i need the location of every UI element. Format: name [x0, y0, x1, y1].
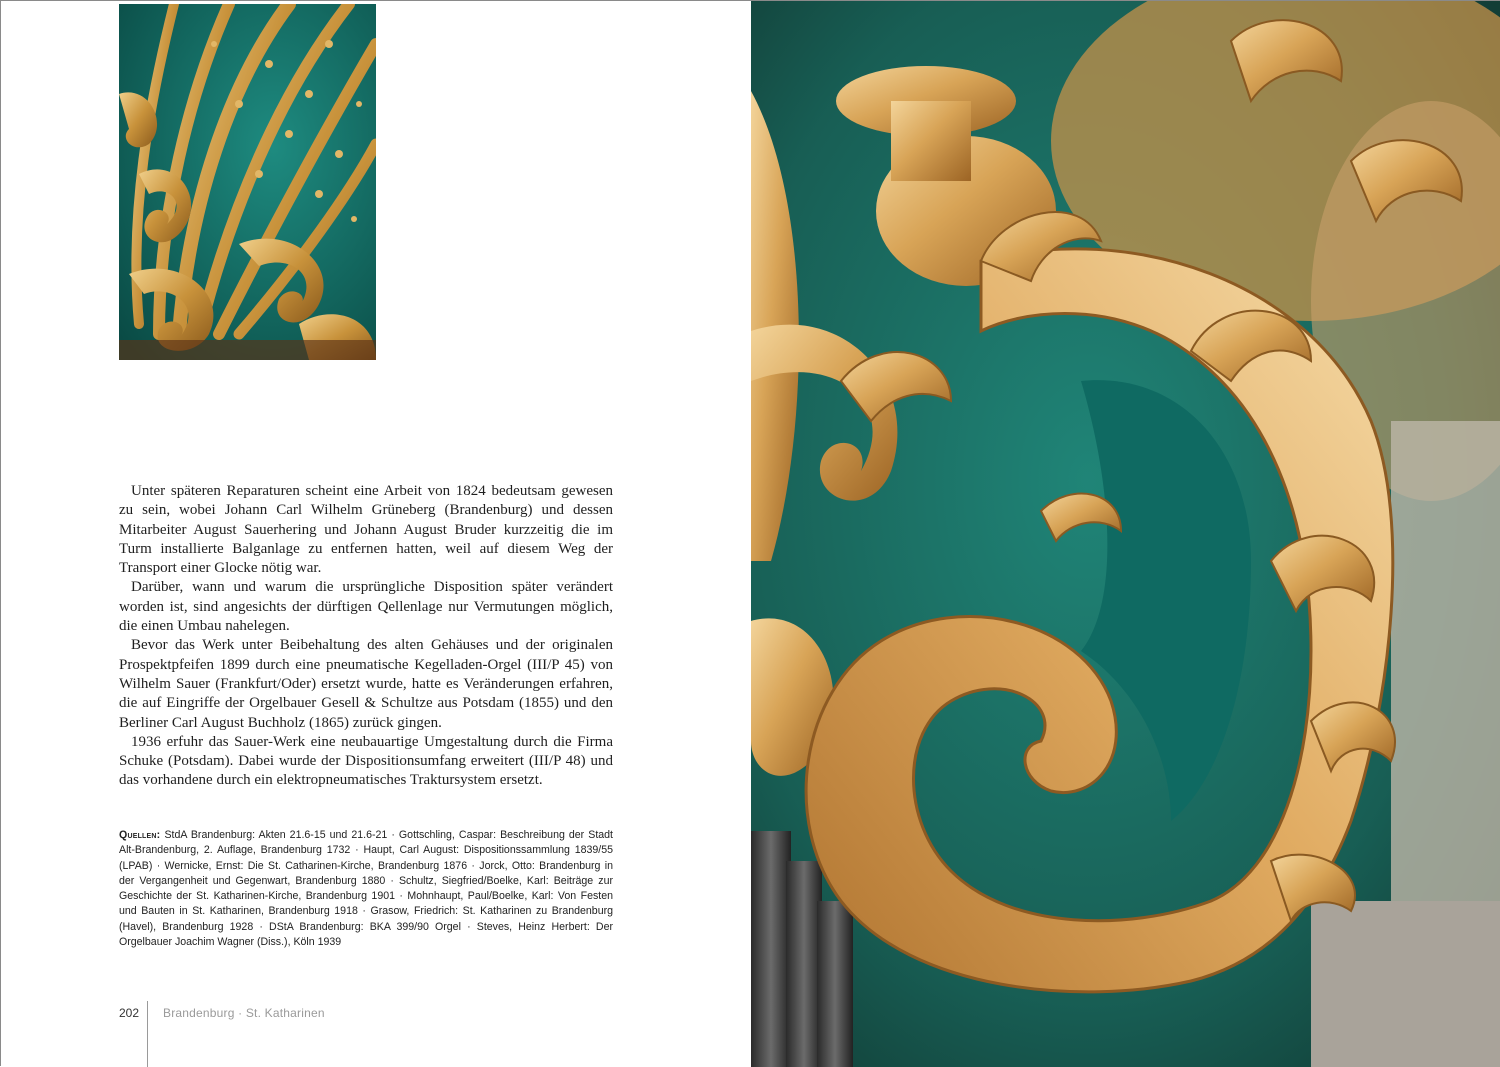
paragraph: Darüber, wann und warum die ursprüngliche Disposition später verändert worden ist, sind angesichts der dürftigen Qellenlage nur Vermutungen möglich, die einen Umbau nahelegen. — [119, 579, 613, 635]
paragraph: Bevor das Werk unter Beibehaltung des alten Gehäuses und der originalen Prospektpfeifen 1899 durch eine pneumatische Kegelladen-Orgel (III/P 45) von Wilhelm Sauer (Frankfurt/Oder) ersetzt wurde, hatte es Veränderungen erfahren, die auf Eingriffe der Orgelbauer Gesell & Schultze aus Potsdam (1855) und den Berliner Carl August Buchholz (1865) zurück gingen. — [119, 637, 613, 731]
paragraph: Unter späteren Reparaturen scheint eine Arbeit von 1824 bedeutsam gewesen zu sein, wobei Johann Carl Wilhelm Grüneberg (Brandenburg) und dessen Mitarbeiter August Sauerhering und Johann August Bruder kurzzeitig die im Turm installierte Balganlage zu entfernen hatten, weil auf diesem Weg der Transport einer Glocke nötig war. — [119, 483, 613, 577]
ornament-photo-large — [751, 1, 1500, 1067]
sources-text: StdA Brandenburg: Akten 21.6-15 und 21.6-21 · Gottschling, Caspar: Beschreibung der Stadt Alt-Brandenburg, 2. Auflage, Brandenburg 1732 · Haupt, Carl August: Dispositionssammlung 1839/55 (LPAB) · Wernicke, Ernst: Die St. Catharinen-Kirche, Brandenburg 1876 · Jorck, Otto: Brandenburg in der Vergangenheit und Gegenwart, Brandenburg 1880 · Schultz, Siegfried/Boelke, Karl: Beiträge zur Geschichte der St. Katharinen-Kirche, Brandenburg 1901 · Mohnhaupt, Paul/Boelke, Karl: Von Festen und Bauten in St. Katharinen, Brandenburg 1918 · Grasow, Friedrich: St. Katharinen zu Brandenburg (Havel), Brandenburg 1928 · DStA Brandenburg: BKA 399/90 Orgel · Steves, Heinz Herbert: Der Orgelbauer Joachim Wagner (Diss.), Köln 1939 — [119, 829, 613, 949]
footer-divider — [147, 1001, 148, 1067]
paragraph: 1936 erfuhr das Sauer-Werk eine neubauartige Umgestaltung durch die Firma Schuke (Potsdam). Dabei wurde der Dispositionsumfang erweitert (III/P 48) und das vorhandene durch ein elektropneumatisches Traktursystem ersetzt. — [119, 733, 613, 789]
page-number: 202 — [119, 1006, 140, 1020]
sources-label: Quellen: — [119, 829, 161, 841]
sources-block — [119, 828, 613, 950]
ornament-photo-small — [119, 4, 376, 360]
running-title: Brandenburg · St. Katharinen — [163, 1006, 325, 1020]
body-text — [119, 482, 613, 791]
left-page — [1, 1, 751, 1067]
